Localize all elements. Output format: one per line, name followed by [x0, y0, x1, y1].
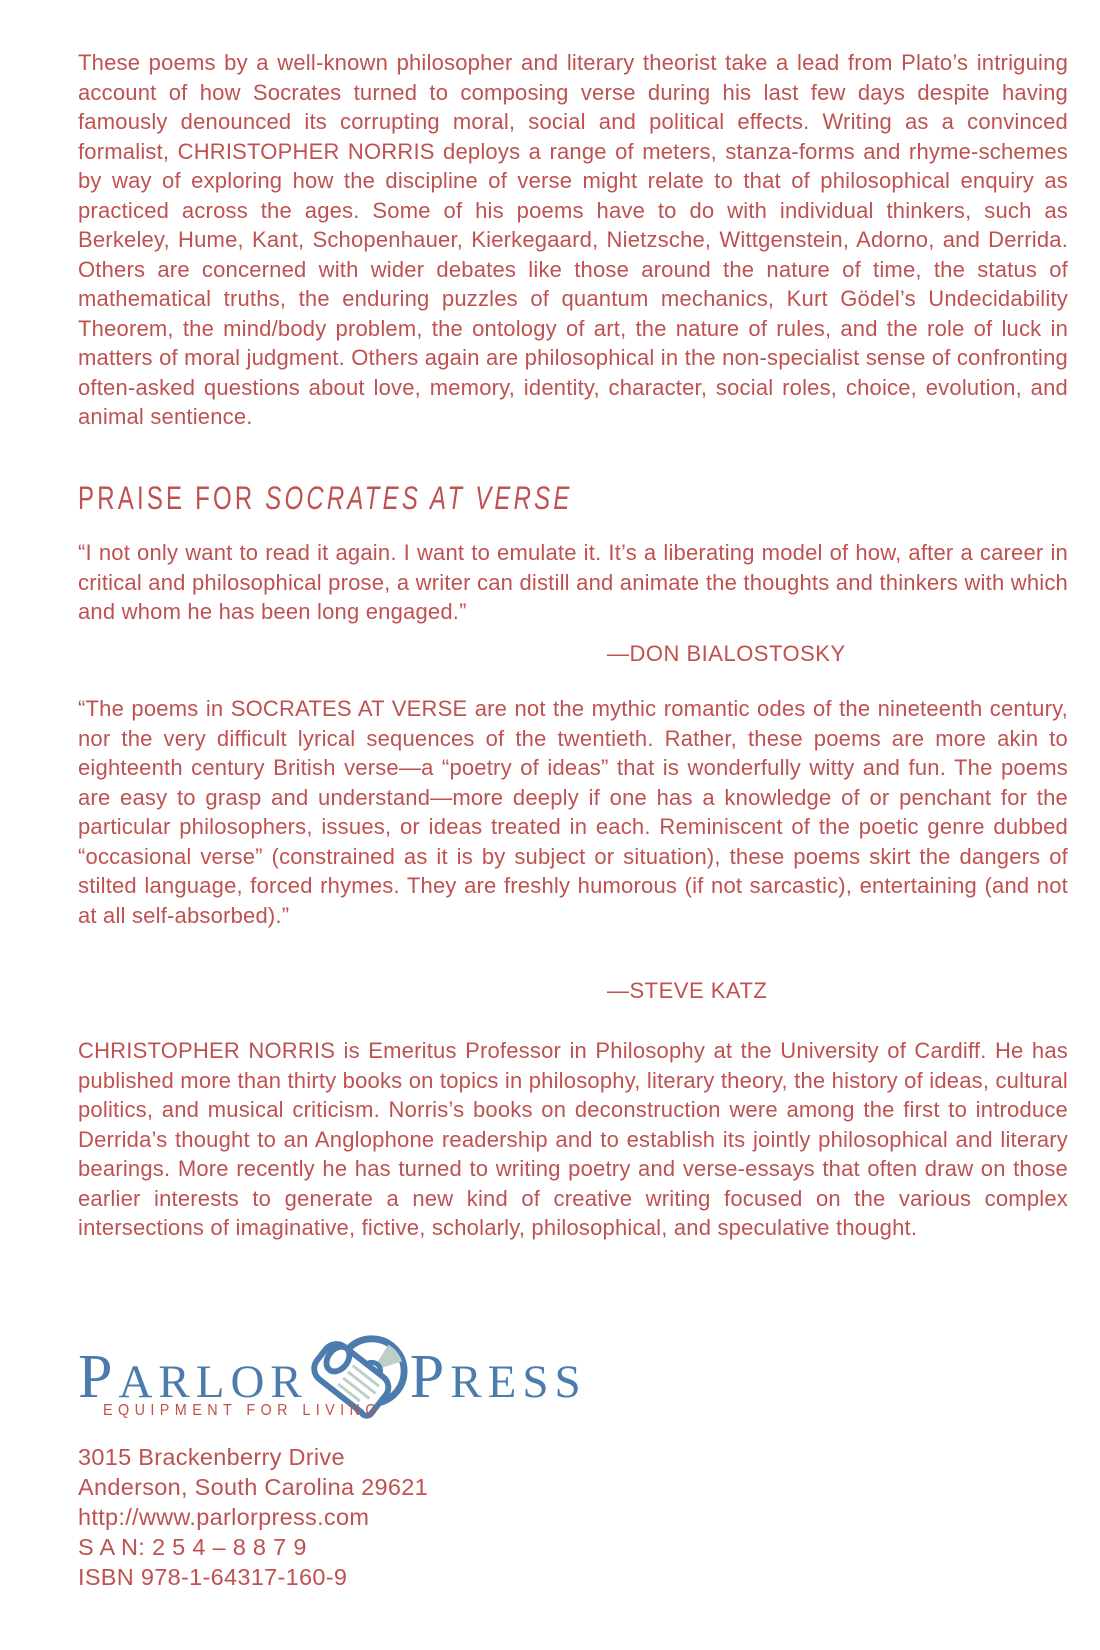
address-city-state: Anderson, South Carolina 29621 [78, 1474, 428, 1500]
praise-heading-prefix: PRAISE FOR [78, 481, 266, 517]
quote-katz: “The poems in SOCRATES AT VERSE are not the mythic romantic odes of the nineteenth century, nor the very difficult lyrical sequences of the twentieth. Rather, these poems are more akin to eighteenth century British verse—a “poetry of ideas” that is wonderfully witty and fun. The poems are easy to grasp and understand—more deeply if one has a knowledge of or penchant for the particular philosophers, issues, or ideas treated in each. Reminiscent of the poetic genre dubbed “occasional verse” (constrained as it is by subject or situation), these poems skirt the dangers of stilted language, forced rhymes. They are freshly humorous (if not sarcastic), entertaining (and not at all self-absorbed).” [78, 696, 1068, 928]
quote-attribution-katz: —STEVE KATZ [607, 978, 768, 1003]
isbn-number: ISBN 978-1-64317-160-9 [78, 1564, 348, 1590]
praise-heading [78, 481, 573, 518]
quote-bialostosky: “I not only want to read it again. I want to emulate it. It’s a liberating model of how, after a career in critical and philosophical prose, a writer can distill and animate the thoughts and thinkers with which and whom he has been long engaged.” [78, 540, 1068, 624]
address-street: 3015 Brackenberry Drive [78, 1444, 345, 1470]
praise-heading-book-title: SOCRATES AT VERSE [265, 481, 573, 517]
author-bio-paragraph: CHRISTOPHER NORRIS is Emeritus Professor in Philosophy at the University of Cardiff. He has published more than thirty books on topics in philosophy, literary theory, the history of ideas, cultural politics, and musical criticism. Norris’s books on deconstruction were among the first to introduce Derrida’s thought to an Anglophone readership and to establish its jointly philosophical and literary bearings. More recently he has turned to writing poetry and verse-essays that often draw on those earlier interests to generate a new kind of creative writing focused on the various complex intersections of imaginative, fictive, scholarly, philosophical, and speculative thought. [78, 1038, 1068, 1240]
intro-paragraph: These poems by a well-known philosopher and literary theorist take a lead from Plato’s intriguing account of how Socrates turned to composing verse during his last few days despite having famously denounced its corrupting moral, social and political effects. Writing as a convinced formalist, CHRISTOPHER NORRIS deploys a range of meters, stanza-forms and rhyme-schemes by way of exploring how the discipline of verse might relate to that of philosophical enquiry as practiced across the ages. Some of his poems have to do with individual thinkers, such as Berkeley, Hume, Kant, Schopenhauer, Kierkegaard, Nietzsche, Wittgenstein, Adorno, and Derrida. Others are concerned with wider debates like those around the nature of time, the status of mathematical truths, the enduring puzzles of quantum mechanics, Kurt Gödel’s Undecidability Theorem, the mind/body problem, the ontology of art, the nature of rules, and the role of luck in matters of moral judgment. Others again are philosophical in the non-specialist sense of confronting often-asked questions about love, memory, identity, character, social roles, choice, evolution, and animal sentience. [78, 50, 1068, 429]
publisher-address-block [78, 1442, 428, 1592]
logo-word-parlor: PARLOR [78, 1343, 308, 1411]
quote-attribution-bialostosky: —DON BIALOSTOSKY [607, 641, 846, 666]
logo-tagline: EQUIPMENT FOR LIVING [103, 1402, 382, 1419]
publisher-url: http://www.parlorpress.com [78, 1504, 370, 1530]
logo-word-press: PRESS [409, 1343, 587, 1411]
san-number: S A N: 2 5 4 – 8 8 7 9 [78, 1534, 307, 1560]
